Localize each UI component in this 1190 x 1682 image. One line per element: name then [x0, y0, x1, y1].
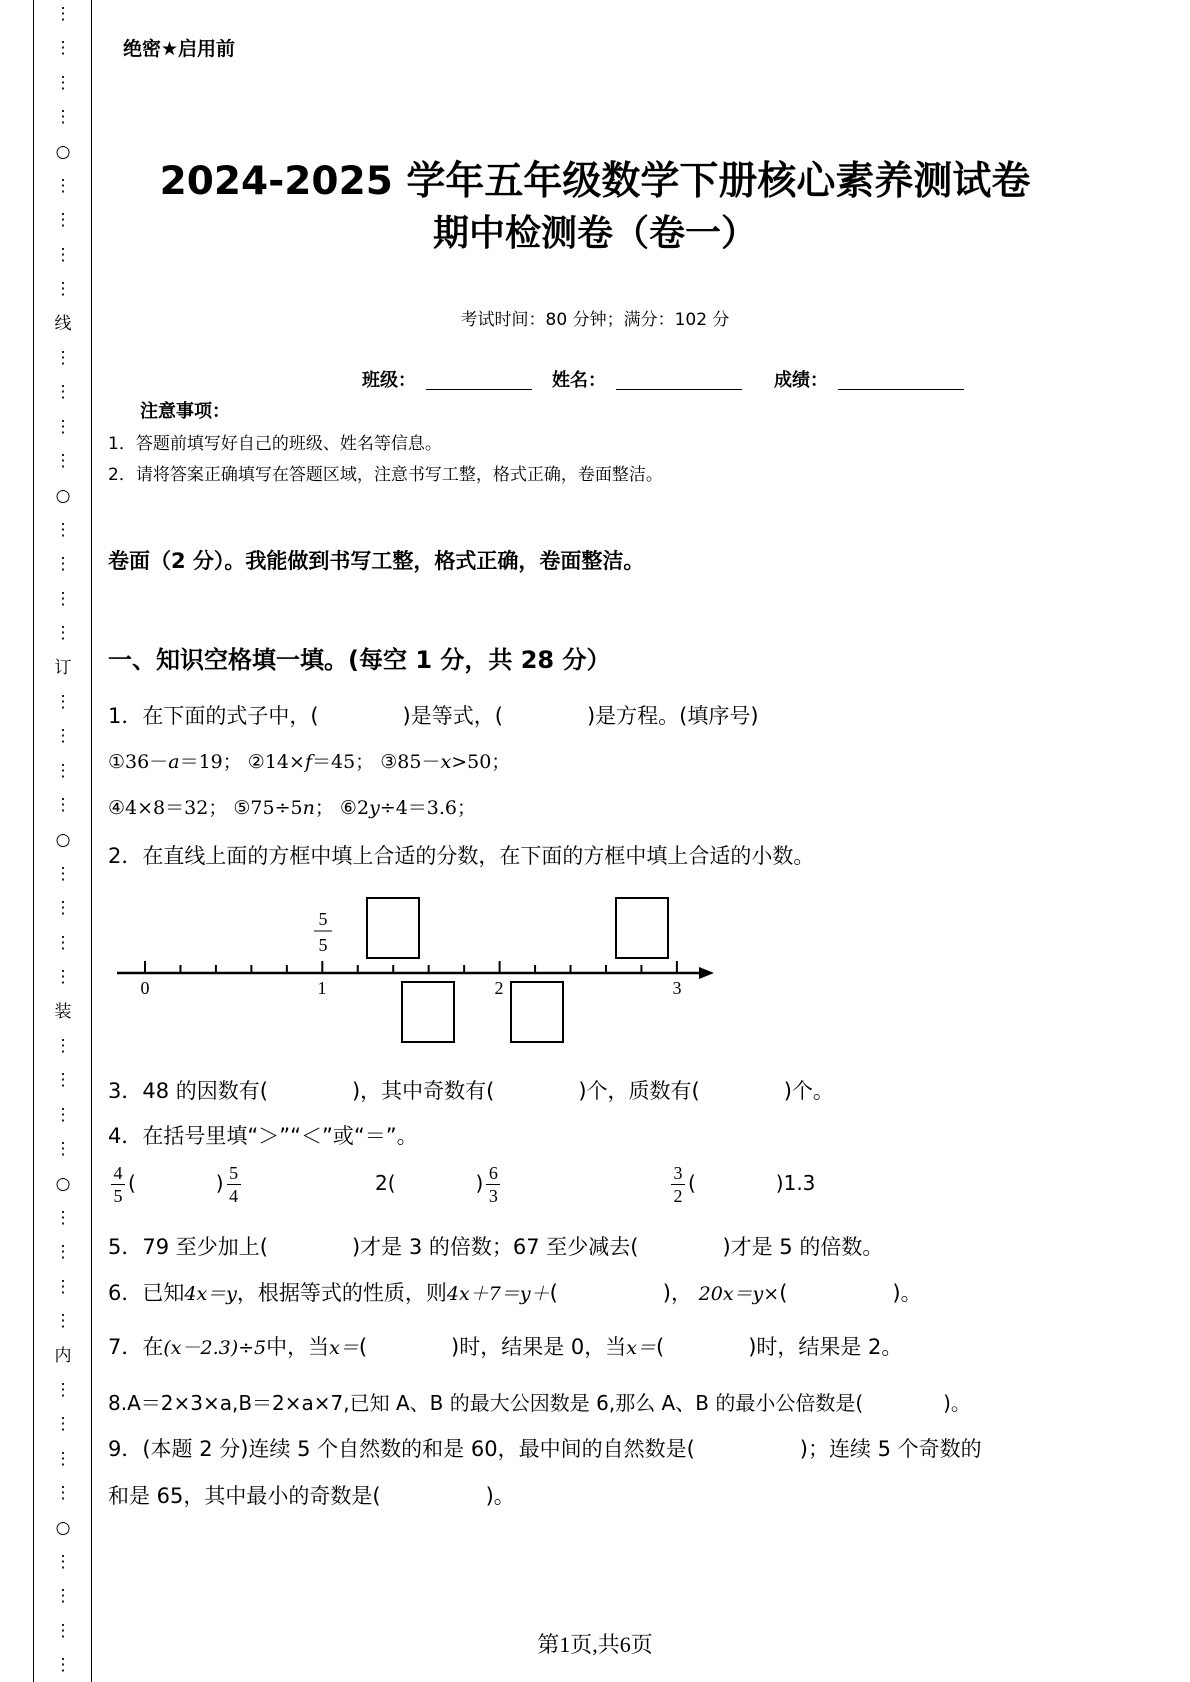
binding-dots: ⋮ [54, 1483, 72, 1504]
binding-char: 内 [54, 1345, 72, 1366]
page-title: 2024-2025 学年五年级数学下册核心素养测试卷 [159, 159, 1031, 204]
name-label: 姓名： [552, 370, 606, 391]
tick-label-0: 0 [140, 978, 150, 998]
page-subtitle: 期中检测卷（卷一） [432, 213, 757, 254]
axis-ticks [145, 961, 677, 973]
binding-circle: ○ [55, 141, 71, 162]
question-3: 3．48 的因数有( )，其中奇数有( )个，质数有( )个。 [108, 1079, 834, 1103]
binding-dots: ⋮ [54, 588, 72, 609]
binding-dots: ⋮ [54, 1208, 72, 1228]
question-9-line-2: 和是 65，其中最小的奇数是( )。 [108, 1484, 515, 1508]
question-5: 5．79 至少加上( )才是 3 的倍数；67 至少减去( )才是 5 的倍数。 [108, 1235, 884, 1259]
answer-box-upper-1[interactable] [367, 898, 419, 958]
binding-char: 装 [54, 1001, 72, 1022]
binding-dots: ⋮ [54, 38, 72, 59]
question-4-comparison-2: 2( ) $\frac{6}{3}$ [375, 1163, 503, 1206]
binding-dots: ⋮ [54, 864, 72, 884]
class-label: 班级： [362, 370, 416, 391]
binding-dots: ⋮ [54, 1380, 72, 1400]
answer-box-upper-2[interactable] [616, 898, 668, 958]
number-line-figure [112, 890, 722, 1050]
binding-dots: ⋮ [54, 692, 72, 712]
question-6: 6．已知4x＝y，根据等式的性质，则4x＋7＝y＋( )， 20x＝y×( )。 [108, 1281, 922, 1305]
binding-dots: ⋮ [54, 1104, 72, 1125]
binding-dots: ⋮ [54, 416, 72, 437]
binding-dots: ⋮ [54, 1448, 72, 1469]
binding-dots: ⋮ [54, 760, 72, 781]
question-1-options-row1: ①36－a＝19； ②14×f＝45； ③85－x>50； [108, 751, 511, 773]
score-field[interactable] [838, 389, 964, 390]
binding-dots: ⋮ [54, 382, 72, 403]
binding-dots: ⋮ [54, 623, 72, 644]
question-1-options-row2: ④4×8＝32； ⑤75÷5n； ⑥2y÷4＝3.6； [108, 797, 477, 819]
binding-dots: ⋮ [54, 1036, 72, 1056]
binding-dots: ⋮ [54, 244, 72, 265]
question-4: 4．在括号里填“＞”“＜”或“＝”。 [108, 1124, 418, 1148]
binding-dots: ⋮ [54, 107, 72, 128]
question-9-line-1: 9．(本题 2 分)连续 5 个自然数的和是 60，最中间的自然数是( )；连续 5 个奇数的 [108, 1437, 982, 1461]
binding-dots: ⋮ [54, 1586, 72, 1607]
binding-dots: ⋮ [54, 279, 72, 300]
axis-arrow [699, 967, 714, 979]
binding-dots: ⋮ [54, 1139, 72, 1160]
binding-char: 订 [54, 657, 72, 678]
section-title: 一、知识空格填一填。(每空 1 分，共 28 分） [108, 646, 611, 674]
notice-item: 2．请将答案正确填写在答题区域，注意书写工整，格式正确，卷面整洁。 [108, 465, 663, 485]
fraction-denominator: 5 [318, 935, 328, 955]
binding-char: 线 [54, 313, 72, 334]
notice-item: 1．答题前填写好自己的班级、姓名等信息。 [108, 434, 442, 454]
binding-dots: ⋮ [54, 726, 72, 747]
binding-dots: ⋮ [54, 210, 72, 231]
page-number: 第1页,共6页 [537, 1632, 653, 1657]
fraction: $\frac{3}{2}$ [671, 1163, 685, 1206]
binding-dots: ⋮ [54, 967, 72, 988]
confidential-label: 绝密★启用前 [123, 38, 236, 60]
binding-dots: ⋮ [54, 451, 72, 472]
score-label: 成绩： [774, 370, 828, 391]
binding-dots: ⋮ [54, 4, 72, 24]
binding-circle: ○ [55, 1173, 71, 1194]
answer-box-lower-1[interactable] [402, 982, 454, 1042]
fraction: $\frac{5}{4}$ [227, 1163, 241, 1206]
binding-dots: ⋮ [54, 348, 72, 368]
binding-dots: ⋮ [54, 1655, 72, 1676]
binding-circle: ○ [55, 829, 71, 850]
exam-info: 考试时间：80 分钟；满分：102 分 [460, 310, 730, 330]
binding-dots: ⋮ [54, 176, 72, 196]
binding-dots: ⋮ [54, 1552, 72, 1572]
question-1: 1．在下面的式子中，( )是等式，( )是方程。(填序号) [108, 704, 759, 728]
class-field[interactable] [426, 389, 532, 390]
question-4-comparison-3: $\frac{3}{2}$ ( )1.3 [668, 1163, 815, 1206]
tick-label-3: 3 [672, 978, 682, 998]
answer-box-lower-2[interactable] [511, 982, 563, 1042]
binding-dots: ⋮ [54, 898, 72, 919]
binding-dots: ⋮ [54, 1620, 72, 1641]
question-7: 7．在(x－2.3)÷5中，当x＝( )时，结果是 0，当x＝( )时，结果是 2。 [108, 1335, 903, 1359]
binding-dots: ⋮ [54, 72, 72, 93]
question-8: 8.A＝2×3×a,B＝2×a×7,已知 A、B 的最大公因数是 6,那么 A、B 的最小公倍数是( )。 [108, 1391, 971, 1415]
fraction: $\frac{4}{5}$ [111, 1163, 125, 1206]
binding-circle: ○ [55, 1517, 71, 1538]
binding-dots: ⋮ [54, 520, 72, 540]
binding-circle: ○ [55, 485, 71, 506]
binding-dots: ⋮ [54, 932, 72, 953]
binding-dots: ⋮ [54, 1276, 72, 1297]
question-4-comparisons: $\frac{4}{5}$ ( ) $\frac{5}{4}$ [108, 1163, 244, 1206]
fraction-numerator: 5 [318, 909, 328, 929]
neatness-note: 卷面（2 分）。我能做到书写工整，格式正确，卷面整洁。 [108, 549, 645, 573]
question-2: 2．在直线上面的方框中填上合适的分数，在下面的方框中填上合适的小数。 [108, 844, 815, 868]
binding-dots: ⋮ [54, 795, 72, 816]
binding-dots: ⋮ [54, 1242, 72, 1263]
fraction: $\frac{6}{3}$ [486, 1163, 500, 1206]
name-field[interactable] [616, 389, 742, 390]
notice-title: 注意事项： [140, 401, 230, 422]
binding-dots: ⋮ [54, 1070, 72, 1091]
tick-label-2: 2 [494, 978, 504, 998]
tick-label-1: 1 [317, 978, 327, 998]
binding-dots: ⋮ [54, 554, 72, 575]
binding-dots: ⋮ [54, 1311, 72, 1332]
binding-dots: ⋮ [54, 1414, 72, 1435]
